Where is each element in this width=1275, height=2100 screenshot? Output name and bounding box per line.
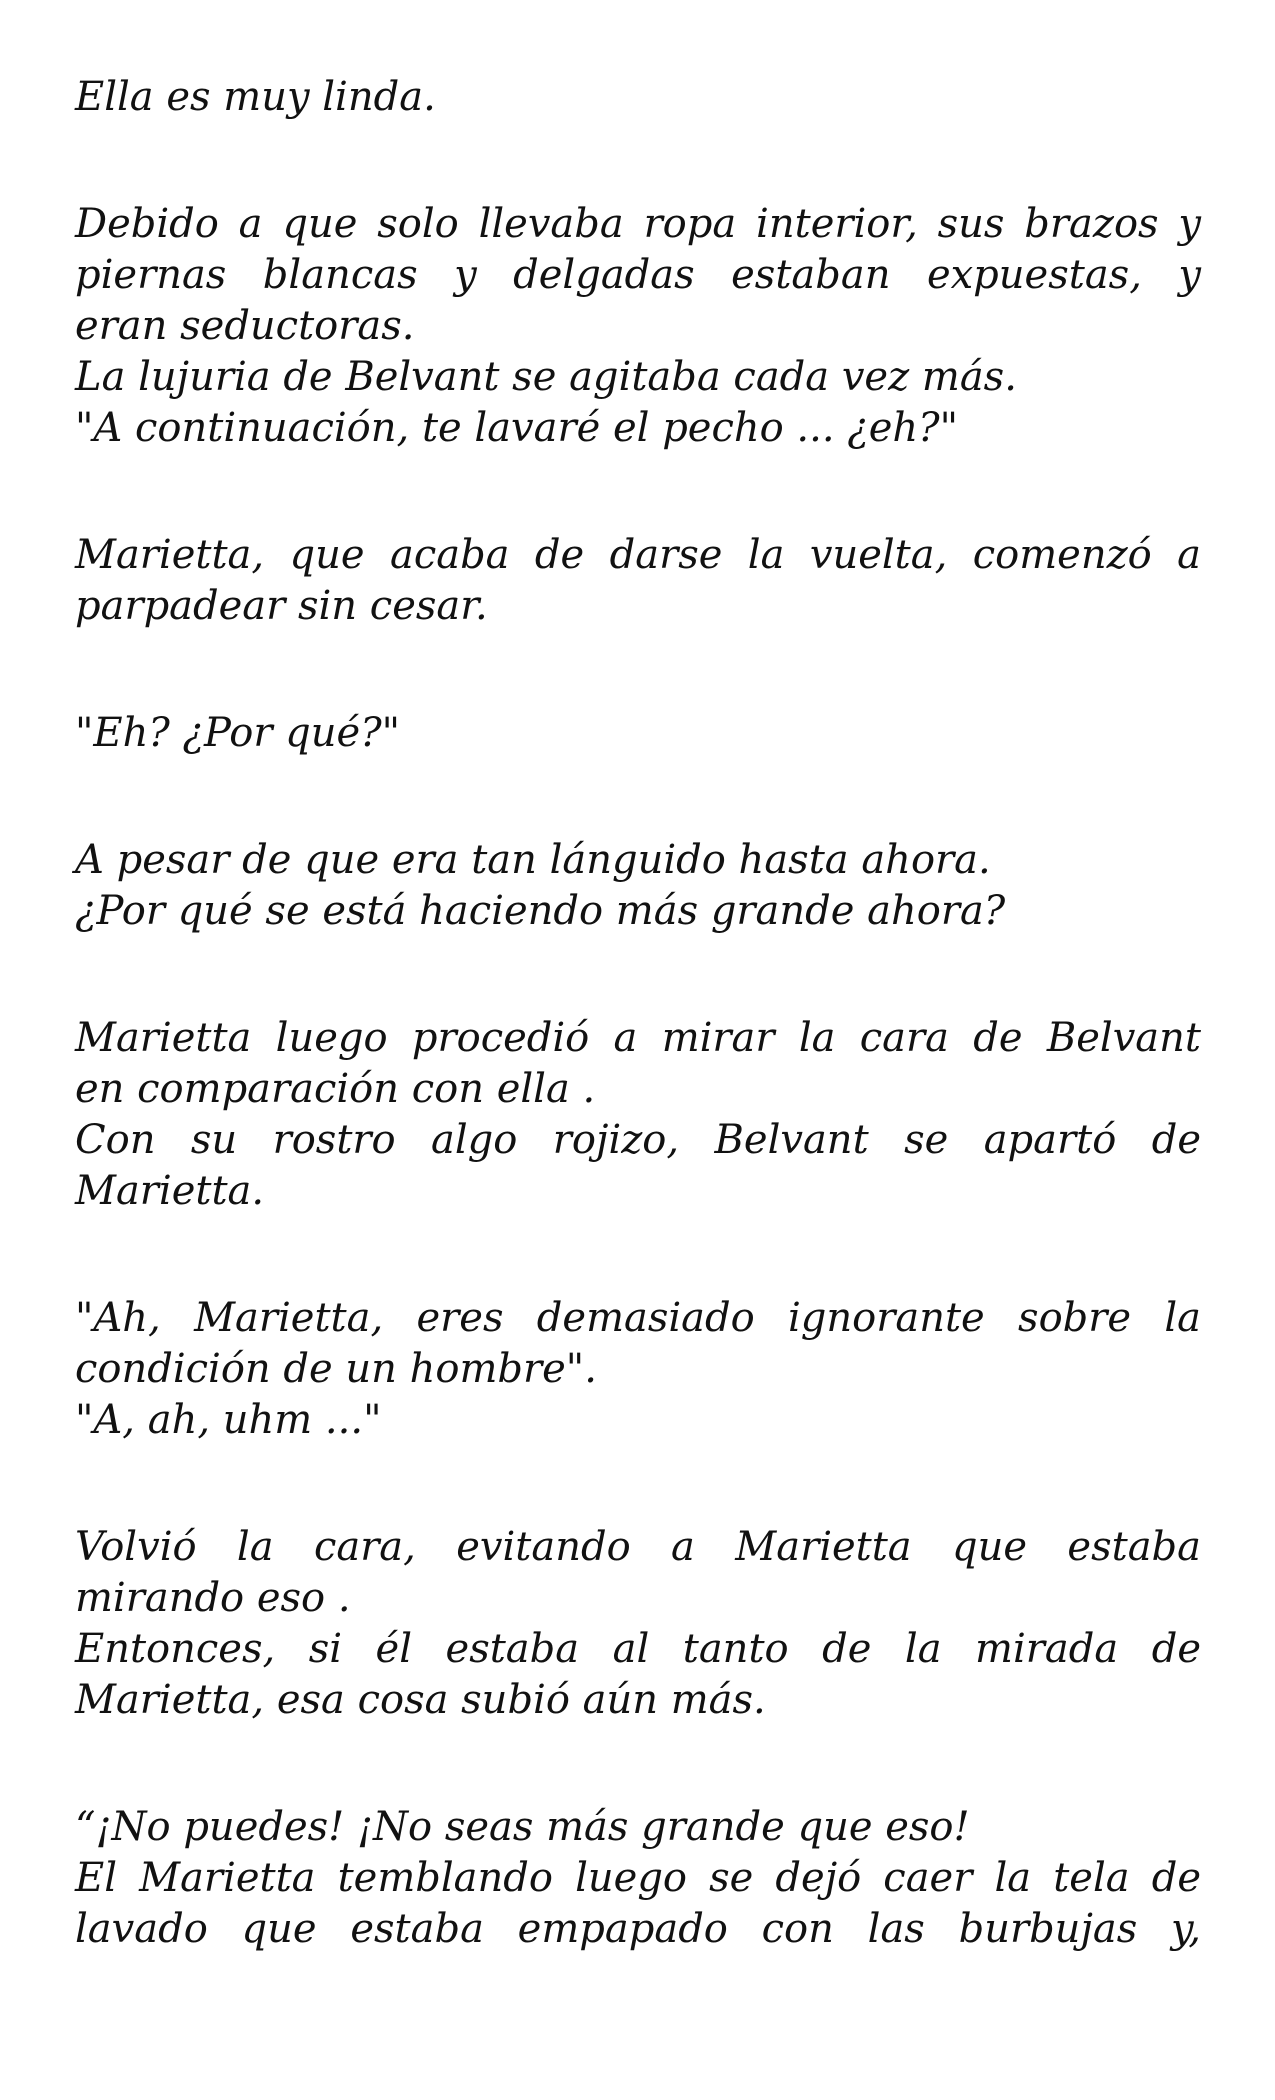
paragraph-9 (75, 1802, 1201, 1955)
text-line: “¡No puedes! ¡No seas más grande que eso! (75, 1804, 970, 1850)
text-line: ¿Por qué se está haciendo más grande ahora? (75, 888, 1006, 934)
paragraph-8 (75, 1522, 1201, 1726)
paragraph-6 (75, 1013, 1201, 1217)
document-page (75, 72, 1201, 1955)
text-line: Volvió la cara, evitando a Marietta que estaba (75, 1524, 1201, 1570)
text-line: mirando eso . (75, 1575, 351, 1621)
text-line: El Marietta temblando luego se dejó caer la tela de (75, 1855, 1201, 1901)
text-line: parpadear sin cesar. (75, 583, 488, 629)
paragraph-2 (75, 199, 1201, 454)
paragraph-3 (75, 530, 1201, 632)
paragraph-1 (75, 72, 1201, 123)
text-line: eran seductoras. (75, 303, 415, 349)
text-line: "A, ah, uhm ..." (75, 1397, 382, 1443)
text-line: Ella es muy linda. (75, 74, 436, 120)
text-line: piernas blancas y delgadas estaban expuestas, y (75, 252, 1201, 298)
paragraph-7 (75, 1293, 1201, 1446)
text-line: lavado que estaba empapado con las burbujas y, (75, 1906, 1201, 1952)
text-line: "Eh? ¿Por qué?" (75, 710, 401, 756)
text-line: en comparación con ella . (75, 1066, 596, 1112)
paragraph-4 (75, 708, 1201, 759)
text-line: La lujuria de Belvant se agitaba cada vez más. (75, 354, 1017, 400)
text-line: Debido a que solo llevaba ropa interior, sus brazos y (75, 201, 1201, 247)
text-line: "A continuación, te lavaré el pecho ... ¿eh?" (75, 405, 959, 451)
text-line: Entonces, si él estaba al tanto de la mirada de (75, 1626, 1201, 1672)
paragraph-5 (75, 835, 1201, 937)
text-line: Con su rostro algo rojizo, Belvant se apartó de (75, 1117, 1201, 1163)
text-line: A pesar de que era tan lánguido hasta ahora. (75, 837, 991, 883)
text-line: condición de un hombre". (75, 1346, 597, 1392)
text-line: Marietta, que acaba de darse la vuelta, comenzó a (75, 532, 1201, 578)
text-line: Marietta. (75, 1168, 265, 1214)
text-line: Marietta luego procedió a mirar la cara de Belvant (75, 1015, 1201, 1061)
text-line: "Ah, Marietta, eres demasiado ignorante sobre la (75, 1295, 1201, 1341)
text-line: Marietta, esa cosa subió aún más. (75, 1677, 766, 1723)
